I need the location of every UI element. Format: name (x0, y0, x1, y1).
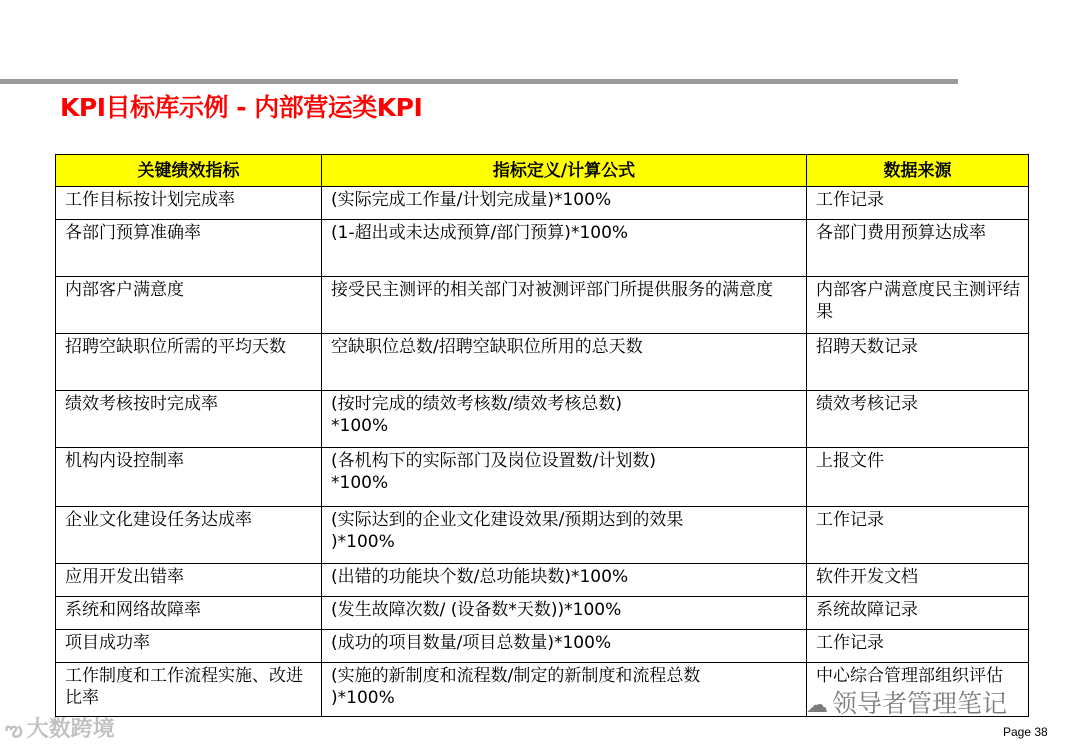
table-row (56, 507, 1029, 564)
source-cell: 绩效考核记录 (807, 391, 1029, 448)
wechat-icon: ☁ (806, 693, 828, 718)
source-cell: 工作记录 (807, 630, 1029, 663)
chat-logo-icon: ఌ (5, 717, 23, 741)
kpi-table (55, 154, 1029, 717)
table-row (56, 448, 1029, 507)
table-row (56, 187, 1029, 220)
source-cell: 中心综合管理部组织评估 (807, 663, 1029, 717)
table-row (56, 564, 1029, 597)
table-row (56, 334, 1029, 391)
kpi-cell: 企业文化建设任务达成率 (56, 507, 322, 564)
kpi-cell: 机构内设控制率 (56, 448, 322, 507)
table-header-row (56, 155, 1029, 187)
slide-title: KPI目标库示例 - 内部营运类KPI (60, 93, 423, 122)
kpi-cell: 各部门预算准确率 (56, 220, 322, 277)
header-source: 数据来源 (807, 155, 1029, 187)
kpi-cell: 工作目标按计划完成率 (56, 187, 322, 220)
definition-cell: (出错的功能块个数/总功能块数)*100% (322, 564, 807, 597)
definition-cell: (按时完成的绩效考核数/绩效考核总数) *100% (322, 391, 807, 448)
table-row (56, 220, 1029, 277)
header-kpi: 关键绩效指标 (56, 155, 322, 187)
kpi-cell: 内部客户满意度 (56, 277, 322, 334)
source-cell: 工作记录 (807, 187, 1029, 220)
page-number: Page 38 (1003, 725, 1048, 739)
table-row (56, 277, 1029, 334)
definition-cell: (实际完成工作量/计划完成量)*100% (322, 187, 807, 220)
source-cell: 内部客户满意度民主测评结果 (807, 277, 1029, 334)
kpi-cell: 绩效考核按时完成率 (56, 391, 322, 448)
source-cell: 上报文件 (807, 448, 1029, 507)
kpi-cell: 项目成功率 (56, 630, 322, 663)
source-cell: 各部门费用预算达成率 (807, 220, 1029, 277)
kpi-cell: 应用开发出错率 (56, 564, 322, 597)
definition-cell: 接受民主测评的相关部门对被测评部门所提供服务的满意度 (322, 277, 807, 334)
kpi-cell: 工作制度和工作流程实施、改进比率 (56, 663, 322, 717)
header-definition: 指标定义/计算公式 (322, 155, 807, 187)
source-cell: 软件开发文档 (807, 564, 1029, 597)
table-row (56, 597, 1029, 630)
source-cell: 工作记录 (807, 507, 1029, 564)
watermark-left: ఌ 大数跨境 (5, 717, 115, 742)
source-cell: 招聘天数记录 (807, 334, 1029, 391)
kpi-cell: 招聘空缺职位所需的平均天数 (56, 334, 322, 391)
definition-cell: (实际达到的企业文化建设效果/预期达到的效果 )*100% (322, 507, 807, 564)
watermark-right: ☁ 领导者管理笔记 (806, 689, 1008, 718)
kpi-cell: 系统和网络故障率 (56, 597, 322, 630)
definition-cell: (发生故障次数/ (设备数*天数))*100% (322, 597, 807, 630)
definition-cell: (1-超出或未达成预算/部门预算)*100% (322, 220, 807, 277)
source-cell: 系统故障记录 (807, 597, 1029, 630)
table-row (56, 630, 1029, 663)
definition-cell: (实施的新制度和流程数/制定的新制度和流程总数 )*100% (322, 663, 807, 717)
definition-cell: 空缺职位总数/招聘空缺职位所用的总天数 (322, 334, 807, 391)
top-divider (0, 79, 958, 84)
definition-cell: (各机构下的实际部门及岗位设置数/计划数) *100% (322, 448, 807, 507)
table-row (56, 391, 1029, 448)
definition-cell: (成功的项目数量/项目总数量)*100% (322, 630, 807, 663)
